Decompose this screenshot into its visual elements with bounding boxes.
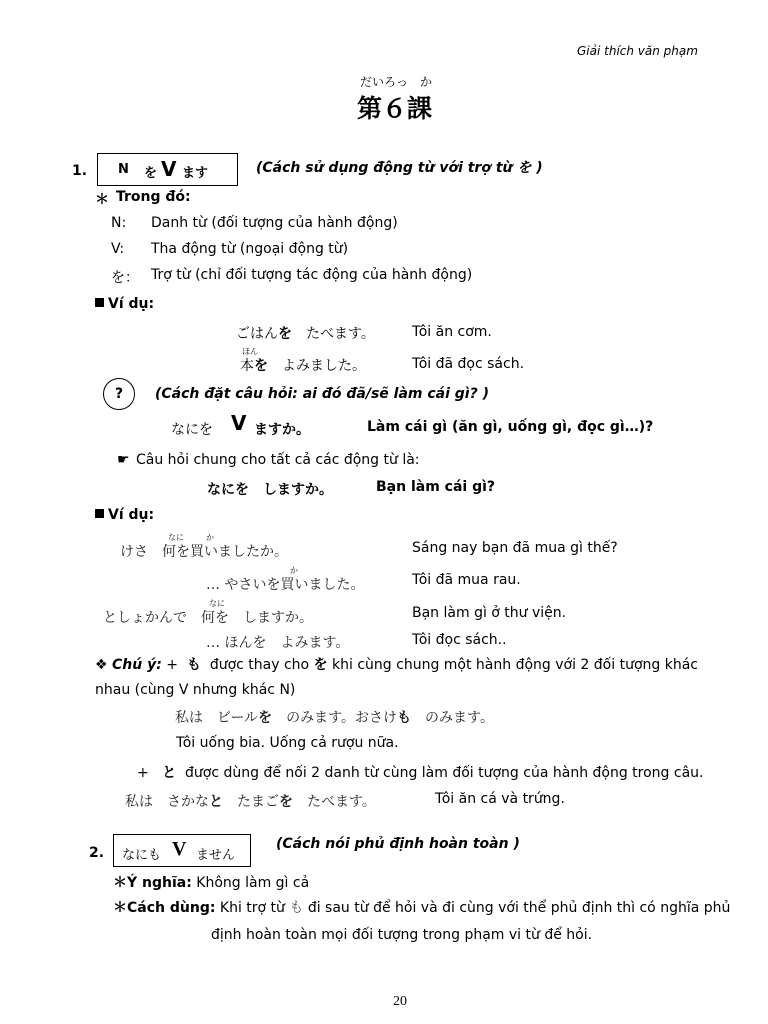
- note-ex1-b: のみます。おさけ: [272, 710, 398, 726]
- note-line-2: nhau (cùng V nhưng khác N): [95, 682, 296, 698]
- q-ex3-text: としょかんで 何を しますか。: [103, 610, 313, 626]
- ex1-wo: を: [278, 326, 292, 342]
- note-ex2-to: と: [209, 794, 223, 810]
- note-ex2-b: たまご: [223, 794, 279, 810]
- section-2-number: 2.: [89, 845, 105, 861]
- question-pattern-v: V: [231, 411, 247, 435]
- note-example-2-jp: [125, 791, 376, 811]
- general-question-note: Câu hỏi chung cho tất cả các động từ là:: [136, 452, 420, 468]
- meaning-line: [113, 872, 309, 892]
- q-ex3-ruby: なに: [209, 599, 225, 608]
- ex2-wo: を: [254, 358, 268, 374]
- q-ex1-ruby-ka: か: [206, 533, 214, 542]
- ex1-post: たべます。: [306, 326, 375, 342]
- def-term-n: N:: [111, 215, 127, 231]
- note-line-3-text: được dùng để nối 2 danh từ cùng làm đối tượng của hành động trong câu.: [185, 765, 704, 781]
- question-pattern-pre: なにを: [171, 422, 213, 438]
- note-ex1-c: のみます。: [411, 710, 494, 726]
- meaning-marker: ＊: [113, 875, 127, 891]
- example-1-jp: [236, 323, 375, 343]
- in-which-label: Trong đó:: [116, 189, 191, 205]
- running-title: Giải thích văn phạm: [577, 44, 698, 58]
- question-heading: (Cách đặt câu hỏi: ai đó đã/sẽ làm cái gì? ): [155, 386, 489, 402]
- in-which-marker: ＊: [95, 192, 109, 208]
- usage-line-1: [113, 897, 730, 917]
- usage-mo: も: [289, 900, 304, 916]
- meaning-text: Không làm gì cả: [196, 875, 310, 891]
- ex1-pre: ごはん: [236, 326, 278, 342]
- pattern2-a: なにも: [122, 848, 162, 863]
- note-plus-1: +: [166, 657, 179, 673]
- general-question-jp: なにを しますか。: [207, 482, 333, 498]
- q-example-4-jp: … ほんを よみます。: [206, 635, 350, 651]
- example-label-text: Ví dụ:: [108, 507, 155, 523]
- def-term-wo: を：: [111, 270, 139, 286]
- square-bullet-icon: [95, 509, 104, 518]
- section-1-number: 1.: [72, 163, 88, 179]
- q-example-1-jp: [120, 533, 288, 561]
- note-line-1-a: được thay cho: [209, 657, 310, 673]
- q-ex1-ruby-nani: なに: [168, 533, 184, 542]
- example-2-translation: Tôi đã đọc sách.: [412, 356, 525, 372]
- note-ex1-a: 私は ビール: [175, 710, 259, 726]
- q-ex2-text: … やさいを買いました。: [206, 577, 365, 593]
- note-example-1-jp: [175, 707, 494, 727]
- def-desc-n: Danh từ (đối tượng của hành động): [151, 215, 398, 231]
- def-term-v: V:: [111, 241, 125, 257]
- pattern2-v: V: [172, 838, 187, 860]
- example-label-text: Ví dụ:: [108, 296, 155, 312]
- lesson-title-ruby: だいろっ か: [360, 75, 433, 89]
- note-ex2-a: 私は さかな: [125, 794, 209, 810]
- note-label: Chú ý:: [112, 657, 162, 673]
- example-label-2: [95, 507, 154, 523]
- pointing-hand-icon: ☛: [117, 452, 130, 468]
- note-ex2-c: たべます。: [293, 794, 376, 810]
- usage-1b: đi sau từ để hỏi và đi cùng với thể phủ định thì có nghĩa phủ: [307, 900, 731, 916]
- example-2-jp: [240, 347, 366, 375]
- q-ex1-text: けさ 何を買いましたか。: [120, 544, 288, 560]
- note-line-1-b: khi cùng chung một hành động với 2 đối tượng khác: [332, 657, 698, 673]
- usage-1a: Khi trợ từ: [219, 900, 285, 916]
- def-desc-v: Tha động từ (ngoại động từ): [151, 241, 349, 257]
- note-ex1-mo: も: [397, 710, 412, 726]
- question-pattern-translation: Làm cái gì (ăn gì, uống gì, đọc gì…)?: [367, 419, 654, 435]
- note-ex1-wo: を: [258, 710, 273, 726]
- example-label-1: [95, 296, 154, 312]
- pattern-box-2: [113, 834, 251, 867]
- lesson-title: 第６課: [357, 94, 433, 123]
- usage-marker: ＊: [113, 900, 127, 916]
- question-circle-icon: ?: [103, 378, 135, 410]
- section-1-heading: (Cách sử dụng động từ với trợ từ を ): [256, 160, 543, 176]
- general-question-translation: Bạn làm cái gì?: [376, 479, 496, 495]
- note-line-1: [95, 654, 698, 674]
- q-example-4-translation: Tôi đọc sách..: [412, 632, 507, 648]
- note-ex2-wo: を: [279, 794, 293, 810]
- pattern-wo: を: [144, 166, 158, 181]
- page-number: 20: [393, 994, 407, 1009]
- q-example-3-jp: [103, 599, 313, 627]
- section-2-heading: (Cách nói phủ định hoàn toàn ): [276, 836, 520, 852]
- square-bullet-icon: [95, 298, 104, 307]
- note-to: と: [162, 765, 177, 781]
- pattern-box-1: [97, 153, 238, 186]
- example-1-translation: Tôi ăn cơm.: [412, 324, 492, 340]
- pattern-n: N: [118, 162, 129, 177]
- q-example-3-translation: Bạn làm gì ở thư viện.: [412, 605, 567, 621]
- usage-line-2: định hoàn toàn mọi đối tượng trong phạm vi từ để hỏi.: [211, 927, 593, 943]
- ex2-ruby: ほん: [242, 347, 258, 356]
- def-desc-wo: Trợ từ (chỉ đối tượng tác động của hành động): [151, 267, 473, 283]
- meaning-label: Ý nghĩa:: [127, 875, 192, 891]
- note-example-1-translation: Tôi uống bia. Uống cả rượu nữa.: [176, 735, 399, 751]
- note-wo: を: [313, 657, 328, 673]
- ex2-pre: 本: [240, 358, 254, 374]
- usage-label: Cách dùng:: [127, 900, 216, 916]
- question-pattern-post: ますか。: [254, 422, 310, 438]
- ex2-post: よみました。: [282, 358, 366, 374]
- note-plus-2: +: [137, 765, 149, 781]
- q-example-2-jp: [206, 566, 365, 594]
- q-ex2-ruby: か: [290, 566, 298, 575]
- q-example-1-translation: Sáng nay bạn đã mua gì thế?: [412, 540, 618, 556]
- note-line-3: [137, 762, 704, 782]
- note-example-2-translation: Tôi ăn cá và trứng.: [435, 791, 565, 807]
- pattern2-b: ません: [196, 848, 236, 863]
- note-diamond-icon: ❖: [95, 657, 108, 673]
- pattern-masu: ます: [182, 166, 209, 181]
- pattern-v: V: [161, 157, 177, 181]
- note-mo: も: [186, 657, 201, 673]
- q-example-2-translation: Tôi đã mua rau.: [412, 572, 521, 588]
